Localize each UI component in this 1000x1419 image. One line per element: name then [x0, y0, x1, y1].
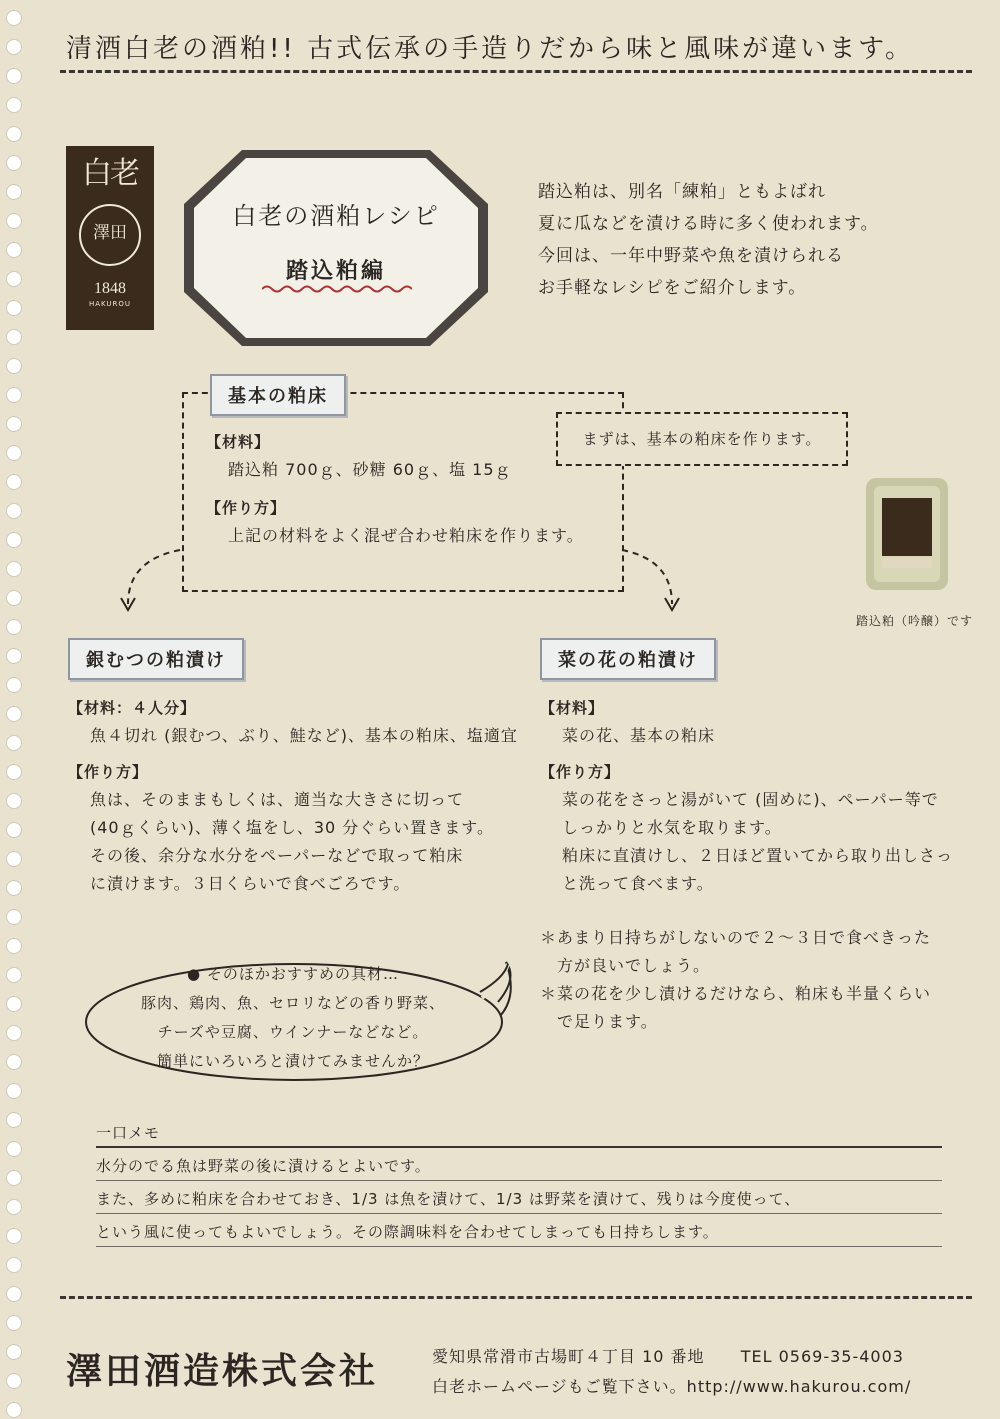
- method-heading: 【作り方】: [68, 763, 149, 781]
- recipe-subtitle: 踏込粕編: [285, 259, 386, 284]
- ginmutsu-recipe: [68, 694, 518, 898]
- binding-hole: [6, 706, 22, 722]
- memo-line: また、多めに粕床を合わせておき、1/3 は魚を漬けて、1/3 は野菜を漬けて、残りは今度使って、: [96, 1181, 942, 1214]
- company-contact: [432, 1342, 911, 1402]
- note-line: ＊菜の花を少し漬けるだけなら、粕床も半量くらい: [540, 984, 932, 1003]
- divider-top: [60, 70, 972, 73]
- binding-hole: [6, 155, 22, 171]
- binding-hole: [6, 590, 22, 606]
- binding-hole: [6, 648, 22, 664]
- intro-text: [538, 176, 879, 304]
- method-text: 上記の材料をよく混ぜ合わせ粕床を作ります。: [228, 526, 584, 545]
- logo-seal: 澤田: [79, 204, 141, 266]
- binding-hole: [6, 445, 22, 461]
- binding-hole: [6, 126, 22, 142]
- binding-hole: [6, 184, 22, 200]
- company-homepage: 白老ホームページもご覧下さい。http://www.hakurou.com/: [432, 1377, 912, 1396]
- headline: 清酒白老の酒粕!! 古式伝承の手造りだから味と風味が違います。: [66, 34, 915, 64]
- logo-mark: 白老: [82, 156, 138, 191]
- binding-hole: [6, 1228, 22, 1244]
- binding-hole: [6, 1373, 22, 1389]
- memo-title: 一口メモ: [96, 1124, 942, 1148]
- intro-line: 踏込粕は、別名「練粕」ともよばれ: [538, 182, 826, 202]
- binding-hole: [6, 938, 22, 954]
- binding-hole: [6, 561, 22, 577]
- memo-line: 水分のでる魚は野菜の後に漬けるとよいです。: [96, 1148, 942, 1181]
- basic-note: まずは、基本の粕床を作ります。: [556, 412, 848, 466]
- company-name: 澤田酒造株式会社: [66, 1351, 379, 1392]
- binding-hole: [6, 1054, 22, 1070]
- binding-hole: [6, 416, 22, 432]
- binding-hole: [6, 1170, 22, 1186]
- materials-text: 魚４切れ (銀むつ、ぶり、鮭など)、基本の粕床、塩適宜: [90, 726, 518, 745]
- binding-hole: [6, 880, 22, 896]
- method-line: 菜の花をさっと湯がいて (固めに)、ペーパー等で: [562, 790, 939, 809]
- bubble-line: 簡単にいろいろと漬けてみませんか？: [156, 1052, 429, 1070]
- brand-logo: [66, 146, 154, 330]
- bubble-line: チーズや豆腐、ウインナーなどなど。: [157, 1023, 429, 1041]
- binding-hole: [6, 242, 22, 258]
- method-heading: 【作り方】: [540, 763, 621, 781]
- binding-hole: [6, 909, 22, 925]
- tab-basic: 基本の粕床: [210, 374, 346, 416]
- binding-hole: [6, 1402, 22, 1418]
- intro-line: お手軽なレシピをご紹介します。: [538, 278, 807, 298]
- binding-hole: [6, 1112, 22, 1128]
- note-line: で足ります。: [540, 1012, 658, 1031]
- memo-section: [96, 1124, 942, 1247]
- materials-text: 菜の花、基本の粕床: [562, 726, 716, 745]
- basic-recipe: [206, 428, 584, 550]
- method-line: と洗って食べます。: [562, 874, 714, 893]
- binding-hole: [6, 1315, 22, 1331]
- method-line: しっかりと水気を取ります。: [562, 818, 782, 837]
- note-line: 方が良いでしょう。: [540, 956, 711, 975]
- method-line: 粕床に直漬けし、２日ほど置いてから取り出しさっ: [562, 846, 954, 865]
- tab-nanohana: 菜の花の粕漬け: [540, 638, 716, 680]
- method-line: に漬けます。３日くらいで食べごろです。: [90, 874, 411, 893]
- method-heading: 【作り方】: [206, 499, 287, 517]
- binding-hole: [6, 735, 22, 751]
- binding-hole: [6, 271, 22, 287]
- bubble-text: [78, 960, 508, 1076]
- binding-hole: [6, 1199, 22, 1215]
- title-frame: [176, 142, 496, 354]
- materials-heading: 【材料：４人分】: [68, 699, 197, 717]
- binding-hole: [6, 1344, 22, 1360]
- binding-hole: [6, 967, 22, 983]
- nanohana-recipe: [540, 694, 953, 1036]
- logo-year: 1848: [94, 280, 126, 297]
- binding-hole: [6, 677, 22, 693]
- recipe-title: 白老の酒粕レシピ: [232, 202, 440, 230]
- company-address: 愛知県常滑市古場町４丁目 10 番地: [432, 1347, 705, 1366]
- binding-hole: [6, 503, 22, 519]
- subtitle-underline: [262, 284, 412, 294]
- binding-hole: [6, 329, 22, 345]
- product-photo: [864, 474, 950, 594]
- tab-ginmutsu: 銀むつの粕漬け: [68, 638, 244, 680]
- binding-hole: [6, 300, 22, 316]
- binding-hole: [6, 97, 22, 113]
- materials-heading: 【材料】: [206, 433, 271, 451]
- binding-hole: [6, 793, 22, 809]
- method-line: 魚は、そのままもしくは、適当な大きさに切って: [90, 790, 465, 809]
- binding-hole: [6, 387, 22, 403]
- binding-hole: [6, 68, 22, 84]
- binding-hole: [6, 1025, 22, 1041]
- product-caption: 踏込粕（吟醸）です: [856, 614, 974, 628]
- binding-hole: [6, 213, 22, 229]
- binding-hole: [6, 1257, 22, 1273]
- note-line: ＊あまり日持ちがしないので２～３日で食べきった: [540, 928, 932, 947]
- materials-heading: 【材料】: [540, 699, 605, 717]
- spiral-binding: [6, 0, 28, 1419]
- binding-hole: [6, 39, 22, 55]
- materials-text: 踏込粕 700ｇ、砂糖 60ｇ、塩 15ｇ: [228, 460, 512, 479]
- binding-hole: [6, 851, 22, 867]
- method-line: (40ｇくらい)、薄く塩をし、30 分ぐらい置きます。: [90, 818, 495, 837]
- binding-hole: [6, 532, 22, 548]
- bubble-line: 豚肉、鶏肉、魚、セロリなどの香り野菜、: [140, 994, 445, 1012]
- binding-hole: [6, 822, 22, 838]
- logo-roman: HAKUROU: [88, 300, 132, 308]
- binding-hole: [6, 1286, 22, 1302]
- binding-hole: [6, 474, 22, 490]
- binding-hole: [6, 10, 22, 26]
- binding-hole: [6, 358, 22, 374]
- intro-line: 今回は、一年中野菜や魚を漬けられる: [538, 246, 844, 266]
- binding-hole: [6, 996, 22, 1012]
- divider-bottom: [60, 1296, 972, 1299]
- binding-hole: [6, 764, 22, 780]
- binding-hole: [6, 1141, 22, 1157]
- binding-hole: [6, 619, 22, 635]
- method-line: その後、余分な水分をペーパーなどで取って粕床: [90, 846, 464, 865]
- intro-line: 夏に瓜などを漬ける時に多く使われます。: [538, 214, 879, 234]
- bubble-line: ● そのほかおすすめの具材…: [186, 965, 399, 983]
- company-tel: TEL 0569-35-4003: [740, 1347, 904, 1366]
- memo-line: という風に使ってもよいでしょう。その際調味料を合わせてしまっても日持ちします。: [96, 1214, 942, 1247]
- binding-hole: [6, 1083, 22, 1099]
